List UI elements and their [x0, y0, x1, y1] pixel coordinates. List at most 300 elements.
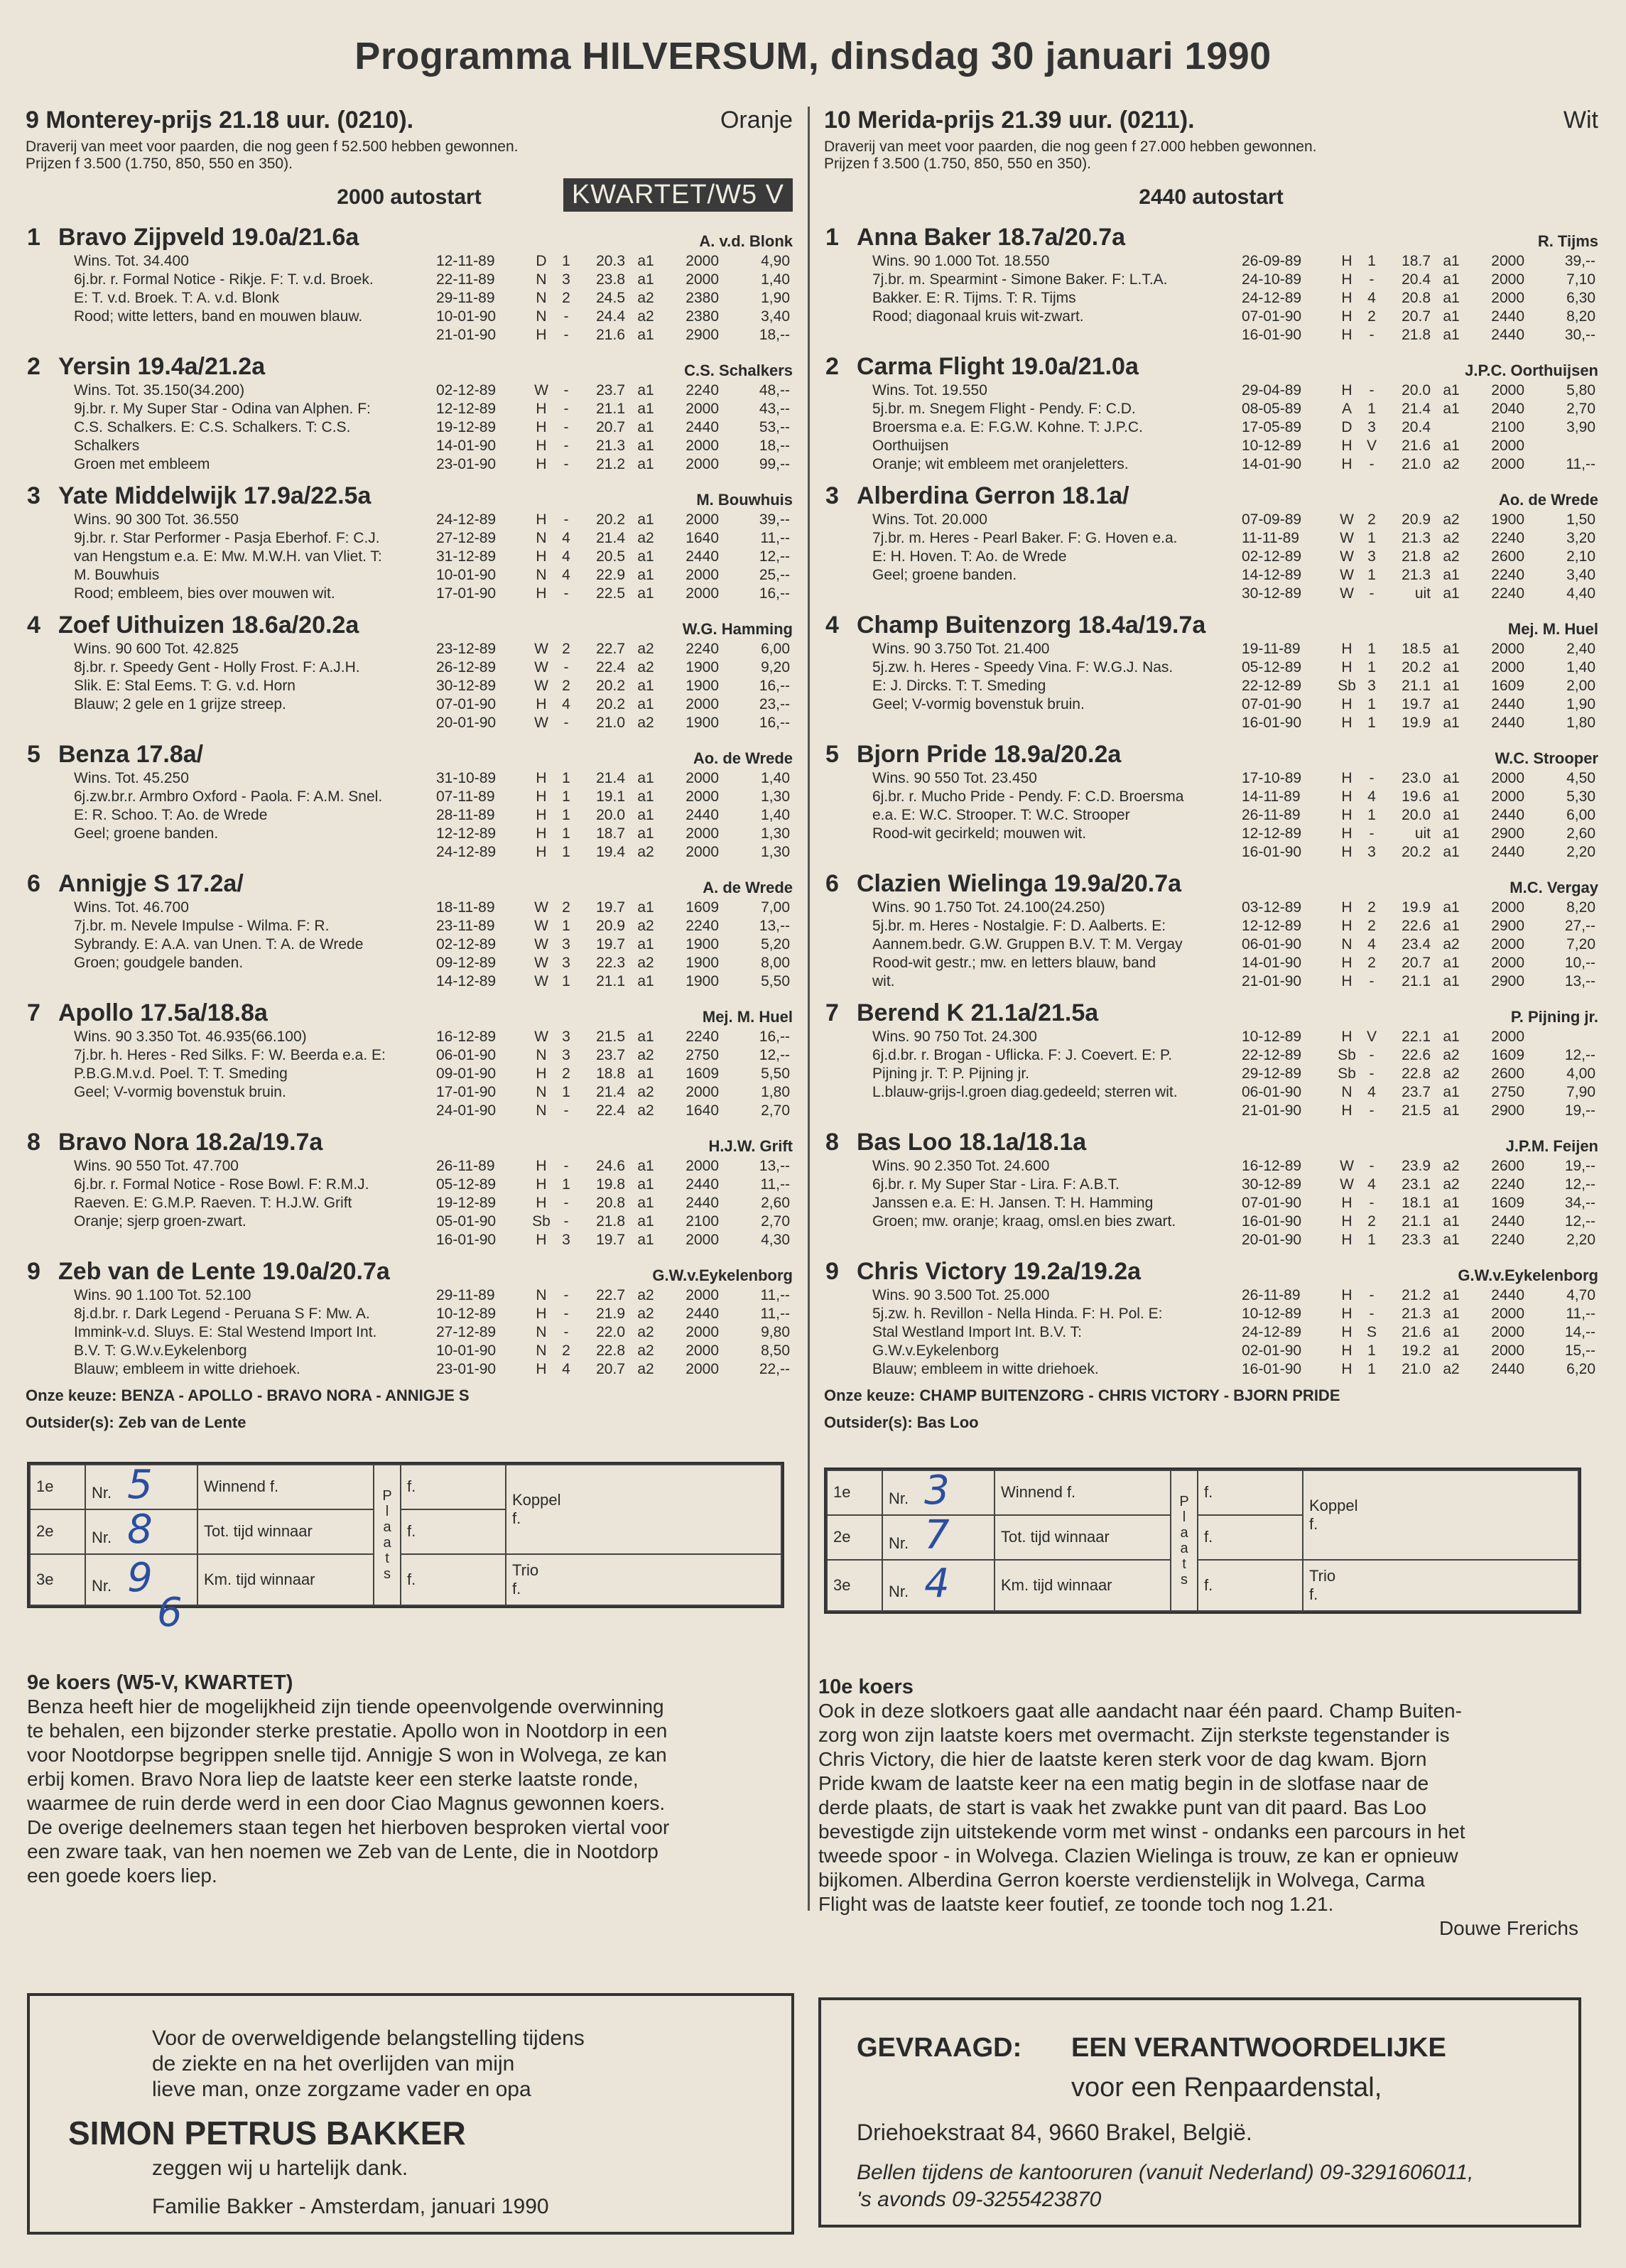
amount-field[interactable]: f. [401, 1509, 506, 1554]
result-cell: H [536, 1158, 547, 1174]
result-cell: W [534, 715, 548, 731]
result-cell: a1 [1443, 567, 1460, 583]
horse-name: Champ Buitenzorg 18.4a/19.7a [857, 612, 1206, 639]
result-cell: 20.4 [1402, 271, 1431, 288]
result-cell: 05-12-89 [1242, 659, 1302, 675]
race-description [26, 139, 793, 173]
result-cell: 23-01-90 [436, 1361, 497, 1377]
amount-field[interactable]: f. [1198, 1515, 1303, 1560]
result-cell: 8,50 [761, 1342, 790, 1359]
result-cell: 26-11-89 [1242, 1287, 1301, 1303]
result-row [1242, 843, 1595, 862]
result-row [436, 548, 790, 566]
result-cell: a1 [1443, 1029, 1460, 1045]
result-cell: W [1340, 548, 1354, 565]
result-cell: 2440 [1491, 308, 1524, 325]
horse-trainer: Ao. de Wrede [1498, 491, 1598, 509]
result-cell: V [1366, 1029, 1377, 1045]
description-line: Draverij van meet voor paarden, die nog geen f 52.500 hebben gewonnen. [26, 139, 519, 155]
result-cell: - [1369, 1306, 1375, 1322]
results-table [436, 899, 790, 991]
result-cell: 17-01-90 [436, 585, 497, 602]
result-cell: 2,10 [1566, 548, 1595, 565]
results-table [1242, 252, 1595, 344]
result-row [1242, 252, 1595, 271]
result-cell: 2000 [685, 567, 719, 583]
results-table [436, 1157, 790, 1249]
result-cell: 29-11-89 [436, 290, 495, 306]
amount-field[interactable]: f. [1198, 1470, 1303, 1515]
horse-name: Clazien Wielinga 19.9a/20.7a [857, 870, 1182, 897]
koppel-amount: f. [1309, 1514, 1318, 1533]
horse-name: Zoef Uithuizen 18.6a/20.2a [58, 612, 359, 639]
horse-trainer: Mej. M. Huel [702, 1008, 793, 1026]
horse-info [74, 252, 374, 326]
horse-trainer: A. v.d. Blonk [699, 232, 793, 250]
horse-number: 8 [825, 1129, 839, 1156]
result-cell: a2 [637, 530, 654, 546]
result-cell: a1 [1443, 1287, 1460, 1303]
results-table [436, 1286, 790, 1379]
result-cell: H [536, 511, 547, 528]
article-heading: 9e koers (W5-V, KWARTET) [27, 1671, 293, 1694]
horse-body [824, 381, 1598, 474]
koppel-label: Koppel [512, 1490, 561, 1509]
result-row [1242, 548, 1595, 566]
results-table [1242, 511, 1595, 603]
result-cell: 20.9 [596, 918, 625, 934]
result-cell: 6,20 [1566, 1361, 1595, 1377]
result-cell: 7,20 [1566, 936, 1595, 953]
result-cell: 20.7 [1402, 955, 1431, 971]
result-cell: 21.8 [596, 1213, 625, 1230]
result-cell: H [1341, 1102, 1353, 1119]
horse-number: 9 [825, 1258, 839, 1285]
result-row [436, 806, 790, 825]
result-cell: 3 [562, 1047, 570, 1063]
plaats-label: P l a a t s [1171, 1470, 1198, 1611]
result-cell: 1,30 [761, 844, 790, 860]
result-row [1242, 677, 1595, 695]
result-cell: 23-12-89 [436, 641, 497, 657]
payout-label: Tot. tijd winnaar [994, 1515, 1171, 1560]
result-cell: 08-05-89 [1242, 401, 1302, 417]
horse-body [26, 1028, 793, 1120]
result-cell: H [1341, 253, 1353, 269]
result-row [1242, 1305, 1595, 1323]
result-cell: 2000 [1491, 290, 1524, 306]
result-cell: 2000 [685, 253, 719, 269]
result-cell: 18,-- [759, 438, 790, 454]
horse-number: 3 [27, 482, 40, 509]
number-field[interactable] [882, 1560, 994, 1611]
article-line: waarmee de ruin derde werd in een door Ciao Magnus gewonnen koers. [27, 1792, 666, 1814]
horse-trainer: Ao. de Wrede [693, 749, 793, 767]
result-row [436, 511, 790, 529]
result-cell: 21.0 [596, 715, 625, 731]
result-cell: 8,00 [761, 955, 790, 971]
result-cell: H [1341, 807, 1353, 823]
horse-info-line: Oorthuijsen [872, 438, 949, 454]
result-cell: 2240 [1491, 1232, 1524, 1248]
amount-field[interactable]: f. [401, 1554, 506, 1605]
result-cell: 10-01-90 [436, 567, 497, 583]
result-cell: a1 [637, 511, 654, 528]
horse-info-line: Wins. 90 600 Tot. 42.825 [74, 641, 239, 657]
result-cell: 21-01-90 [1242, 973, 1302, 989]
trio-field[interactable] [506, 1554, 781, 1605]
result-cell: 24-12-89 [1242, 290, 1302, 306]
result-cell: 1 [562, 1176, 570, 1193]
result-cell: a1 [637, 936, 654, 953]
result-row [1242, 899, 1595, 917]
result-cell: 24.4 [596, 308, 625, 325]
number-field[interactable] [882, 1467, 994, 1515]
result-cell: 19.4 [596, 844, 625, 860]
result-cell: a1 [637, 973, 654, 989]
horse-entry [26, 481, 793, 603]
result-cell: a1 [1443, 290, 1460, 306]
result-cell: 1900 [685, 973, 719, 989]
result-cell: 2240 [685, 641, 719, 657]
trio-field[interactable] [1303, 1560, 1578, 1611]
horse-results [436, 511, 790, 603]
result-cell: W [534, 659, 548, 675]
result-cell: 1 [1367, 807, 1376, 823]
horse-body [26, 511, 793, 603]
result-cell: D [1341, 419, 1353, 435]
result-row [1242, 825, 1595, 843]
result-cell: 4,30 [761, 1232, 790, 1248]
result-row [436, 252, 790, 271]
horse-number: 4 [27, 612, 40, 639]
ad-subline: voor een Renpaardenstal, [1071, 2073, 1382, 2102]
result-cell: Sb [1338, 678, 1356, 694]
result-cell: W [1340, 567, 1354, 583]
result-cell: 1609 [1491, 1195, 1524, 1211]
result-cell: 8,20 [1566, 899, 1595, 916]
horse-results [1242, 381, 1595, 474]
result-cell: a1 [637, 678, 654, 694]
result-cell: - [1369, 1065, 1375, 1082]
result-cell: 2000 [685, 456, 719, 472]
result-cell: a1 [637, 382, 654, 398]
number-field[interactable] [85, 1509, 197, 1554]
result-cell: H [1341, 327, 1353, 343]
result-cell: 21.1 [596, 973, 625, 989]
article-line: Ook in deze slotkoers gaat alle aandacht naar één paard. Champ Buiten- [818, 1700, 1462, 1722]
result-row [1242, 308, 1595, 326]
result-cell: 13,-- [759, 918, 790, 934]
payout-label: Tot. tijd winnaar [197, 1509, 374, 1554]
result-cell: 20.7 [1402, 308, 1431, 325]
horse-info-line: 9j.br. r. Star Performer - Pasja Eberhof. F: C.J. [74, 530, 380, 546]
horse-number: 8 [27, 1129, 40, 1156]
amount-field[interactable]: f. [401, 1465, 506, 1509]
horse-entry [26, 222, 793, 344]
article-race-10 [818, 1675, 1578, 1941]
result-cell: H [536, 770, 547, 786]
result-cell: W [534, 641, 548, 657]
result-cell: 4 [562, 530, 570, 546]
result-row [1242, 566, 1595, 585]
result-row [1242, 954, 1595, 972]
result-cell: 22.9 [596, 567, 625, 583]
bet-type-badge: KWARTET/W5 V [563, 178, 793, 212]
result-cell: 2,70 [1566, 401, 1595, 417]
result-cell: 2440 [1491, 844, 1524, 860]
result-cell: 11,-- [760, 1287, 790, 1303]
result-cell: a2 [637, 1287, 654, 1303]
horse-trainer: J.P.M. Feijen [1505, 1137, 1598, 1155]
handwritten-number: 5 [127, 1462, 153, 1509]
horse-info-line: G.W.v.Eykelenborg [872, 1342, 999, 1359]
result-cell: 16-12-89 [1242, 1158, 1302, 1174]
result-cell: 19-11-89 [1242, 641, 1301, 657]
horse-info [872, 1157, 1176, 1231]
start-row [824, 175, 1598, 215]
result-cell: W [534, 899, 548, 916]
result-cell: H [536, 438, 547, 454]
result-cell: 2000 [685, 1158, 719, 1174]
number-field[interactable] [882, 1512, 994, 1560]
result-cell: a2 [637, 1306, 654, 1322]
result-cell: 02-12-89 [436, 936, 497, 953]
result-cell: 1900 [685, 955, 719, 971]
result-cell: H [1341, 1342, 1353, 1359]
horse-info-line: Wins. Tot. 20.000 [872, 511, 987, 528]
result-cell: a2 [637, 844, 654, 860]
article-line: Flight was de laatste keer foutief, ze toonde toch nog 1.21. [818, 1893, 1334, 1915]
result-cell: 3,20 [1566, 530, 1595, 546]
result-cell: a2 [637, 918, 654, 934]
result-cell: 07-09-89 [1242, 511, 1302, 528]
horse-body [26, 1286, 793, 1379]
result-cell: - [1369, 456, 1375, 472]
race-9-result-box[interactable] [27, 1462, 784, 1636]
race-title: 9 Monterey-prijs 21.18 uur. (0210). [26, 107, 414, 134]
result-row [1242, 400, 1595, 418]
handwritten-number: 3 [924, 1467, 950, 1514]
result-cell: 10,-- [1564, 955, 1595, 971]
result-cell: 4 [562, 696, 570, 712]
result-cell: a2 [637, 1084, 654, 1100]
result-cell: 19,-- [1564, 1158, 1595, 1174]
result-cell: H [536, 419, 547, 435]
result-cell: 2600 [1491, 548, 1524, 565]
our-choice: Onze keuze: CHAMP BUITENZORG - CHRIS VICTORY - BJORN PRIDE [824, 1387, 1340, 1404]
result-cell: 12,-- [759, 548, 790, 565]
result-cell: 18.7 [1402, 253, 1431, 269]
horse-info-line: 7j.br. m. Spearmint - Simone Baker. F: L.T.A. [872, 271, 1168, 288]
result-cell: 2100 [1491, 419, 1524, 435]
result-cell: 53,-- [759, 419, 790, 435]
horse-header [26, 481, 793, 511]
result-cell: 30,-- [1564, 327, 1595, 343]
horse-info [74, 899, 363, 972]
result-cell: 2,70 [761, 1102, 790, 1119]
result-cell: H [1341, 770, 1353, 786]
result-cell: 22-11-89 [436, 271, 495, 288]
result-cell: 20.9 [1402, 511, 1431, 528]
number-label: Nr. [92, 1529, 112, 1547]
result-cell: 2240 [1491, 1176, 1524, 1193]
result-cell: a1 [1443, 696, 1460, 712]
result-cell: 3 [562, 1232, 570, 1248]
result-cell: 3,90 [1566, 419, 1595, 435]
result-cell: H [536, 456, 547, 472]
result-row [1242, 1194, 1595, 1212]
result-cell: 1,30 [761, 825, 790, 842]
result-cell: - [563, 511, 569, 528]
result-cell: a2 [637, 1324, 654, 1340]
result-cell: H [1341, 696, 1353, 712]
horse-entry [26, 352, 793, 474]
result-cell: 14-12-89 [1242, 567, 1302, 583]
result-cell: A [1341, 401, 1352, 417]
result-cell: 14,-- [1564, 1324, 1595, 1340]
result-cell: a2 [1443, 1065, 1460, 1082]
result-cell: H [536, 788, 547, 805]
result-cell: 10-12-89 [436, 1306, 497, 1322]
horse-info-line: E: T. v.d. Broek. T: A. v.d. Blonk [74, 290, 280, 306]
result-cell: 3 [562, 1029, 570, 1045]
result-cell: a1 [637, 567, 654, 583]
result-cell: H [536, 844, 547, 860]
result-cell: 4 [1367, 936, 1376, 953]
amount-field[interactable]: f. [1198, 1560, 1303, 1611]
result-cell: N [536, 1324, 547, 1340]
result-cell: 19.7 [596, 899, 625, 916]
result-cell: 2900 [1491, 973, 1524, 989]
result-cell: - [1369, 1047, 1375, 1063]
result-cell: N [536, 290, 547, 306]
horse-trainer: R. Tijms [1537, 232, 1598, 250]
result-cell: 1 [1367, 715, 1376, 731]
koppel-field[interactable] [506, 1465, 781, 1554]
result-cell: 2750 [685, 1047, 719, 1063]
result-row [436, 1212, 790, 1231]
number-label: Nr. [889, 1582, 909, 1600]
horse-info [872, 899, 1183, 991]
result-cell: 1,40 [761, 271, 790, 288]
result-row [1242, 1176, 1595, 1194]
result-cell: a1 [637, 807, 654, 823]
result-cell: H [1341, 1306, 1353, 1322]
result-cell: 43,-- [759, 401, 790, 417]
results-table [1242, 1157, 1595, 1249]
result-cell: 48,-- [759, 382, 790, 398]
result-cell: 22.7 [596, 641, 625, 657]
result-cell: 2440 [685, 1195, 719, 1211]
result-cell: 3,40 [761, 308, 790, 325]
result-row [1242, 1212, 1595, 1231]
horse-info-line: Geel; groene banden. [74, 825, 219, 842]
result-cell: 3 [1367, 678, 1376, 694]
horse-info-line: Sybrandy. E: A.A. van Unen. T: A. de Wrede [74, 936, 364, 953]
result-row [1242, 271, 1595, 289]
result-cell: 1,90 [1566, 696, 1595, 712]
horse-info-line: Bakker. E: R. Tijms. T: R. Tijms [872, 290, 1076, 306]
result-cell: 1 [1367, 253, 1376, 269]
result-cell: H [536, 696, 547, 712]
result-cell: 2 [1367, 918, 1376, 934]
race-10-result-box[interactable] [824, 1467, 1581, 1614]
result-cell: a2 [1443, 1176, 1460, 1193]
result-cell: 1640 [685, 1102, 719, 1119]
result-cell: H [1341, 1029, 1353, 1045]
result-cell: a1 [1443, 807, 1460, 823]
article-line: erbij komen. Bravo Nora liep de laatste keer een sterke laatste ronde, [27, 1768, 639, 1790]
horse-info-line: B.V. T: G.W.v.Eykelenborg [74, 1342, 247, 1359]
horse-results [436, 1157, 790, 1249]
horse-name: Berend K 21.1a/21.5a [857, 999, 1099, 1026]
result-cell: 22.7 [596, 1287, 625, 1303]
horse-info-line: 6j.br. r. Mucho Pride - Pendy. F: C.D. Broersma [872, 788, 1184, 805]
result-cell: 14-01-90 [436, 438, 497, 454]
horse-entry [824, 998, 1598, 1120]
result-cell: W [534, 382, 548, 398]
result-row [1242, 714, 1595, 732]
result-cell: a1 [1443, 253, 1460, 269]
result-cell: - [1369, 327, 1375, 343]
result-cell: N [536, 1047, 547, 1063]
horse-body [26, 899, 793, 991]
result-cell: 24-12-89 [436, 844, 497, 860]
horse-info-line: Blauw; 2 gele en 1 grijze streep. [74, 696, 286, 712]
horse-info-line: Wins. 90 1.100 Tot. 52.100 [74, 1287, 251, 1303]
ad-label: GEVRAAGD: [857, 2033, 1022, 2063]
horse-trainer: G.W.v.Eykelenborg [652, 1266, 793, 1284]
result-cell: 21-01-90 [1242, 1102, 1302, 1119]
koppel-label: Koppel [1309, 1496, 1358, 1514]
horse-info-line: E: J. Dircks. T: T. Smeding [872, 678, 1046, 694]
horse-header [824, 481, 1598, 511]
horse-number: 4 [825, 612, 839, 639]
horse-info-line: 5j.br. m. Heres - Nostalgie. F: D. Aalberts. E: [872, 918, 1166, 934]
result-cell: 24.5 [596, 290, 625, 306]
result-cell: 20.8 [1402, 290, 1431, 306]
result-cell: 2000 [685, 1324, 719, 1340]
horse-entry [824, 481, 1598, 603]
horse-results [436, 381, 790, 474]
result-cell: 2000 [685, 585, 719, 602]
result-row [1242, 1342, 1595, 1360]
result-cell: - [563, 456, 569, 472]
result-cell: D [536, 253, 547, 269]
koppel-field[interactable] [1303, 1470, 1578, 1560]
result-cell: 18.1 [1402, 1195, 1431, 1211]
horse-number: 6 [27, 870, 40, 897]
result-cell: 2240 [1491, 567, 1524, 583]
result-row [1242, 511, 1595, 529]
result-cell: a1 [637, 1232, 654, 1248]
result-row [1242, 1028, 1595, 1046]
horse-header [824, 352, 1598, 381]
result-cell: 99,-- [759, 456, 790, 472]
result-cell: a2 [637, 290, 654, 306]
horse-entry [26, 869, 793, 991]
result-cell: 20.2 [596, 511, 625, 528]
result-cell: 02-12-89 [1242, 548, 1302, 565]
result-cell: H [1341, 844, 1353, 860]
result-cell: 11,-- [1566, 1306, 1595, 1322]
number-field[interactable] [85, 1462, 197, 1509]
result-cell: 1 [1367, 659, 1376, 675]
horse-info-line: Groen; mw. oranje; kraag, omsl.en bies zwart. [872, 1213, 1176, 1230]
horse-info-line: 6j.zw.br.r. Armbro Oxford - Paola. F: A.M. Snel. [74, 788, 383, 805]
result-cell: 20-01-90 [1242, 1232, 1302, 1248]
